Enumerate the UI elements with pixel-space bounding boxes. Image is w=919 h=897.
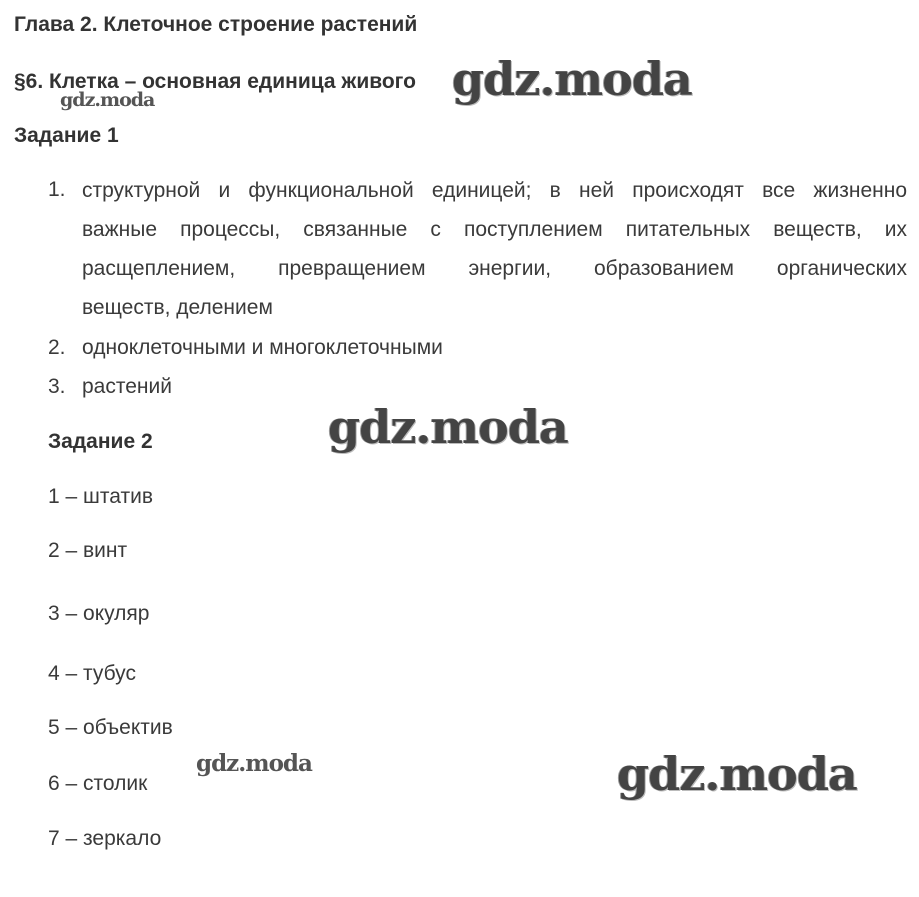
list-item-line: важные процессы, связанные с поступлением питательных веществ, их [82, 218, 907, 241]
task2-title: Задание 2 [48, 430, 153, 453]
watermark-logo: gdz.moda [60, 89, 155, 111]
answer-item: 2 – винт [48, 539, 128, 562]
list-item-line: веществ, делением [82, 296, 273, 319]
watermark-logo: gdz.moda [452, 52, 692, 106]
answer-item: 6 – столик [48, 772, 148, 795]
list-item-number: 2. [48, 336, 66, 359]
answer-item: 4 – тубус [48, 662, 136, 685]
watermark-logo: gdz.moda [328, 400, 568, 454]
section-title: §6. Клетка – основная единица живого [14, 70, 416, 93]
answer-item: 3 – окуляр [48, 602, 150, 625]
chapter-title: Глава 2. Клеточное строение растений [14, 13, 418, 36]
list-item-text: растений [82, 375, 172, 398]
watermark-logo: gdz.moda [617, 747, 857, 801]
watermark-logo: gdz.moda [196, 750, 312, 777]
list-item-text: одноклеточными и многоклеточными [82, 336, 443, 359]
answer-item: 5 – объектив [48, 716, 173, 739]
list-item-number: 1. [48, 178, 66, 201]
list-item-line: структурной и функциональной единицей; в ней происходят все жизненно [82, 179, 907, 202]
answer-item: 7 – зеркало [48, 827, 162, 850]
answer-item: 1 – штатив [48, 485, 153, 508]
list-item-number: 3. [48, 375, 66, 398]
task1-title: Задание 1 [14, 124, 119, 147]
list-item-line: расщеплением, превращением энергии, образованием органических [82, 257, 907, 280]
